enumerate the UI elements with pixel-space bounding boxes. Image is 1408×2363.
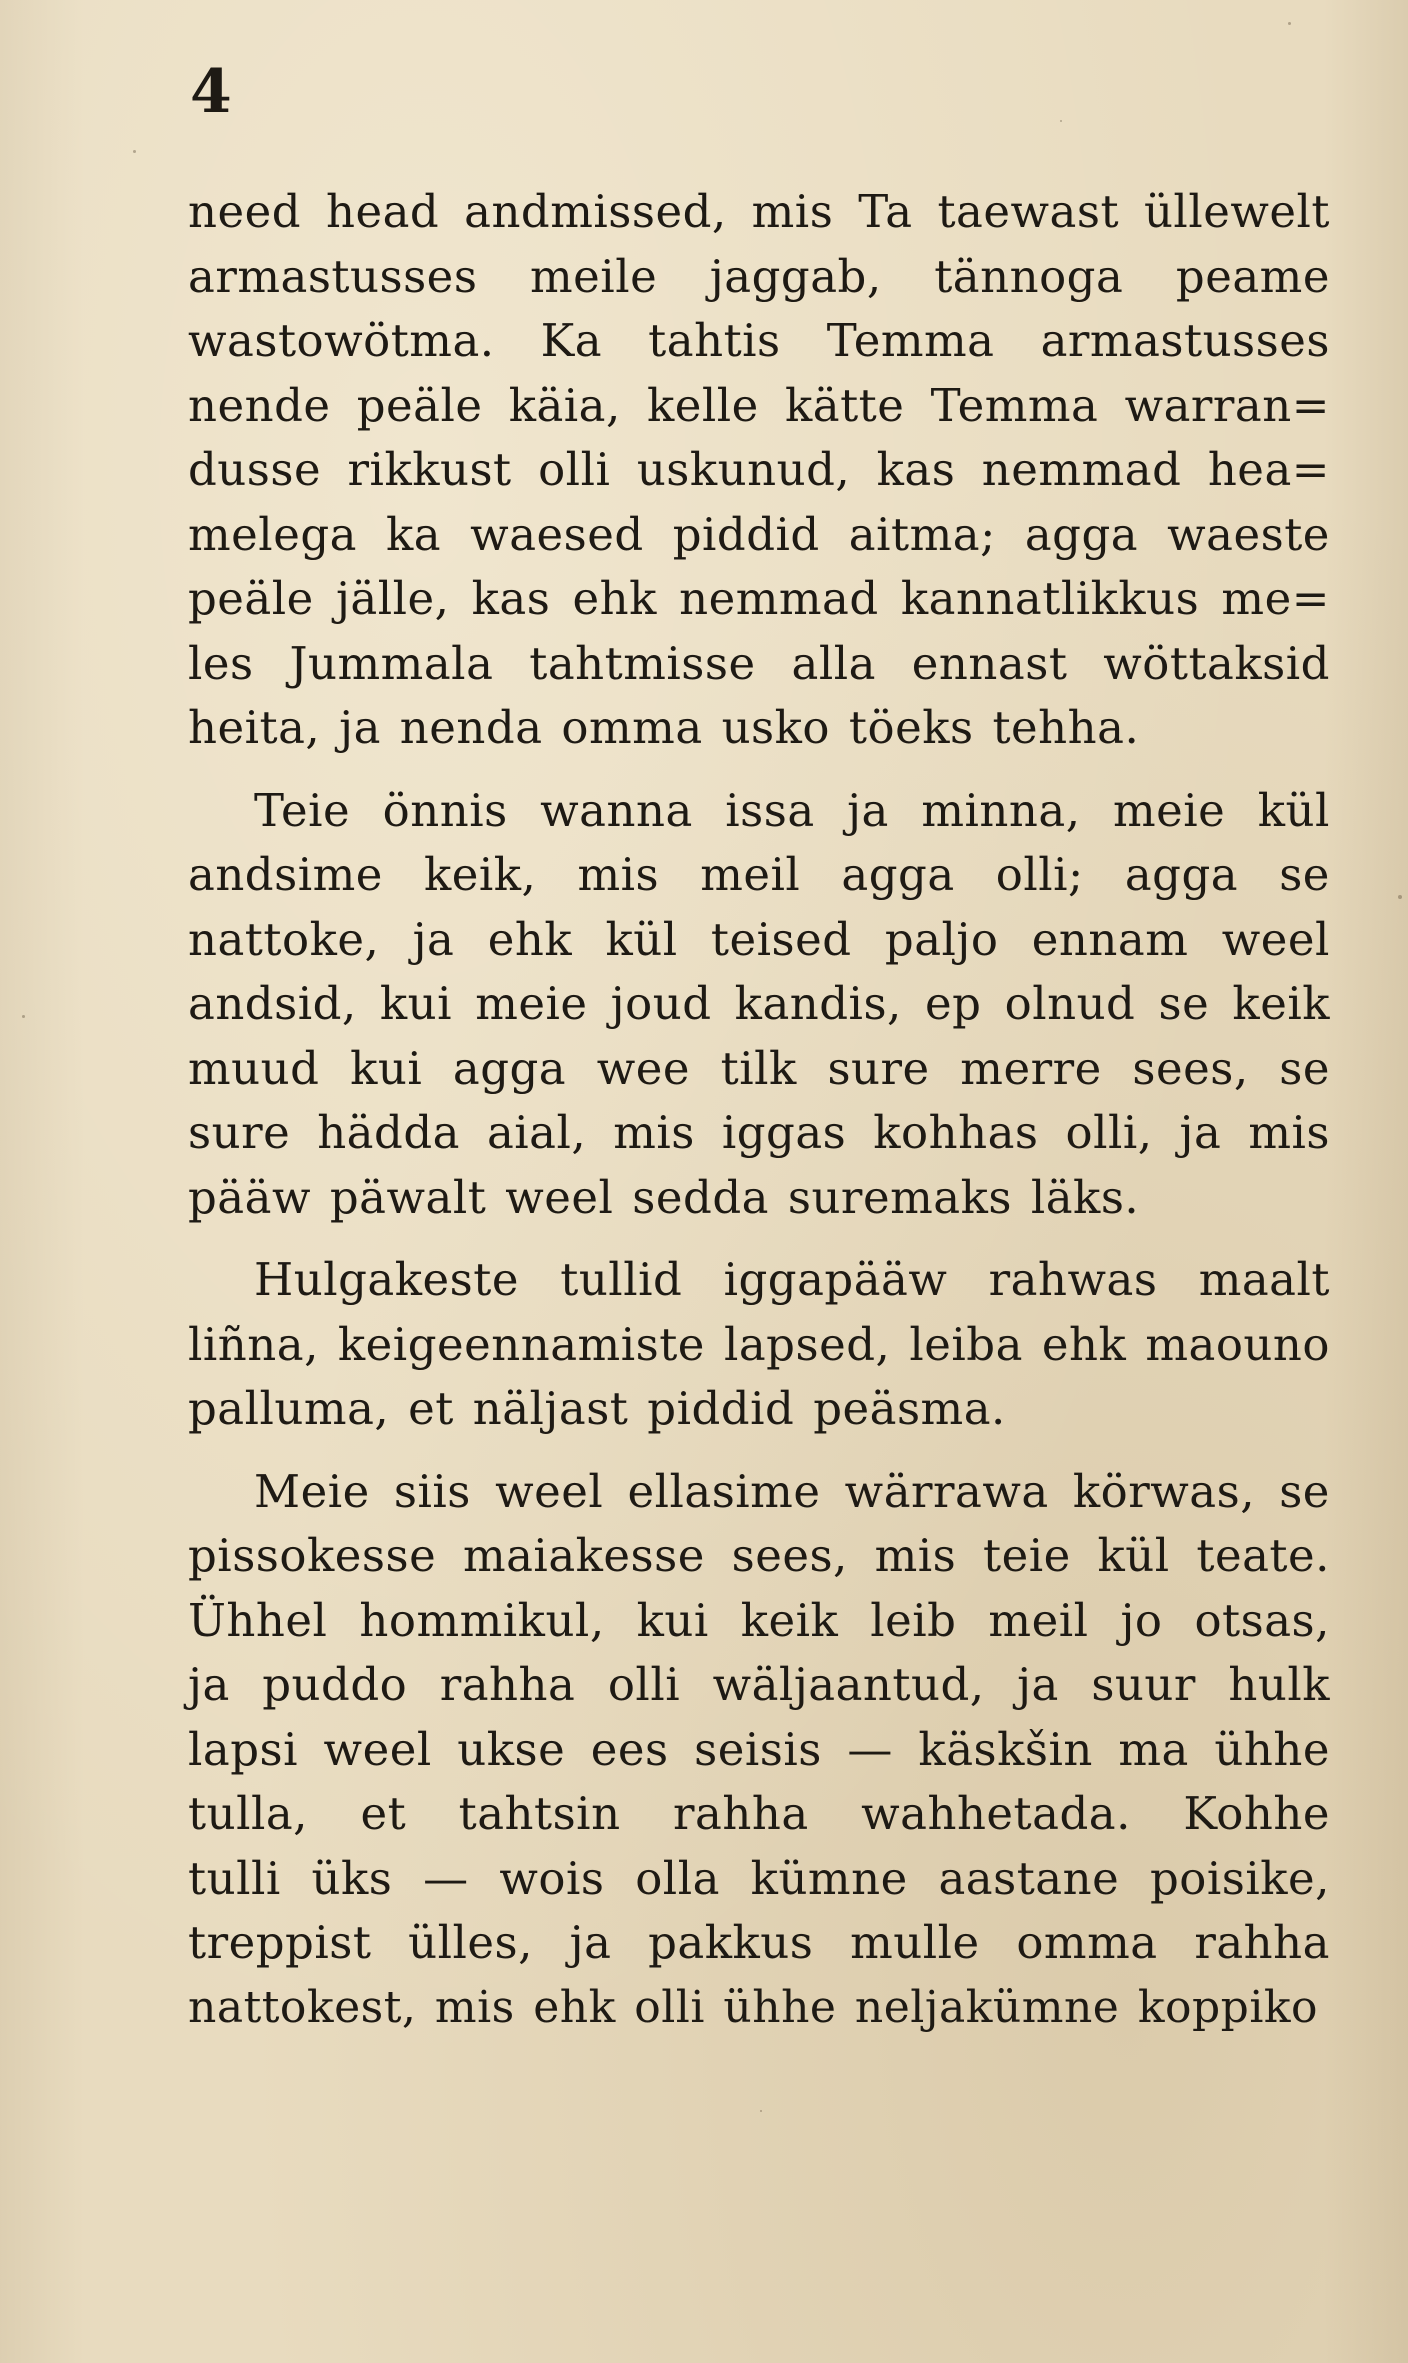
text-line: nende peäle käia, kelle kätte Temma warran=	[188, 378, 1330, 432]
paragraph	[188, 779, 1330, 1231]
text-line: tulli üks — wois olla kümne aastane poisike,	[188, 1851, 1330, 1905]
paragraph	[188, 1248, 1330, 1442]
paper-speck	[1060, 120, 1062, 122]
text-line: Meie siis weel ellasime wärrawa körwas, se	[254, 1464, 1330, 1518]
text-line: muud kui agga wee tilk sure merre sees, se	[188, 1041, 1330, 1095]
text-line: Hulgakeste tullid iggapääw rahwas maalt	[254, 1253, 1330, 1306]
text-line: pissokesse maiakesse sees, mis teie kül teate.	[188, 1529, 1330, 1582]
paragraph	[188, 180, 1330, 761]
paper-speck	[133, 150, 136, 153]
paragraph-gap	[188, 1442, 1330, 1460]
text-line: liñna, keigeennamiste lapsed, leiba ehk maouno	[188, 1317, 1330, 1371]
paragraph	[188, 1460, 1330, 2041]
paper-speck	[22, 1015, 25, 1018]
paper-speck	[760, 2110, 762, 2112]
paper-speck	[1398, 895, 1402, 899]
text-line: nattoke, ja ehk kül teised paljo ennam weel	[188, 912, 1330, 966]
text-line: heita, ja nenda omma usko töeks tehha.	[188, 701, 1140, 754]
text-line: armastusses meile jaggab, tännoga peame	[188, 249, 1330, 303]
text-line: tulla, et tahtsin rahha wahhetada. Kohhe	[188, 1787, 1330, 1840]
text-line: ja puddo rahha olli wäljaantud, ja suur hulk	[188, 1658, 1330, 1711]
paragraph-gap	[188, 761, 1330, 779]
paper-speck	[1288, 22, 1291, 25]
text-line: les Jummala tahtmisse alla ennast wöttaksid	[188, 636, 1330, 690]
body-text	[188, 180, 1330, 2040]
text-line: nattokest, mis ehk olli ühhe neljakümne koppiko	[188, 1981, 1319, 2033]
page-number: 4	[190, 57, 232, 127]
text-line: treppist ülles, ja pakkus mulle omma rahha	[188, 1916, 1330, 1969]
paragraph-gap	[188, 1230, 1330, 1248]
text-line: Teie önnis wanna issa ja minna, meie kül	[254, 783, 1330, 837]
text-line: wastowötma. Ka tahtis Temma armastusses	[188, 314, 1330, 367]
text-line: andsime keik, mis meil agga olli; agga se	[188, 848, 1330, 901]
text-line: peäle jälle, kas ehk nemmad kannatlikkus me=	[188, 572, 1330, 625]
text-line: andsid, kui meie joud kandis, ep olnud se keik	[188, 977, 1330, 1030]
text-line: pääw päwalt weel sedda suremaks läks.	[188, 1170, 1140, 1224]
text-line: palluma, et näljast piddid peäsma.	[188, 1382, 1006, 1435]
text-line: dusse rikkust olli uskunud, kas nemmad hea=	[188, 443, 1330, 496]
text-line: Ühhel hommikul, kui keik leib meil jo otsas,	[188, 1593, 1330, 1647]
text-line: need head andmissed, mis Ta taewast üllewelt	[188, 185, 1330, 238]
text-line: melega ka waesed piddid aitma; agga waeste	[188, 507, 1330, 561]
text-line: lapsi weel ukse ees seisis — käskšin ma ühhe	[188, 1722, 1330, 1776]
text-line: sure hädda aial, mis iggas kohhas olli, ja mis	[188, 1106, 1330, 1159]
